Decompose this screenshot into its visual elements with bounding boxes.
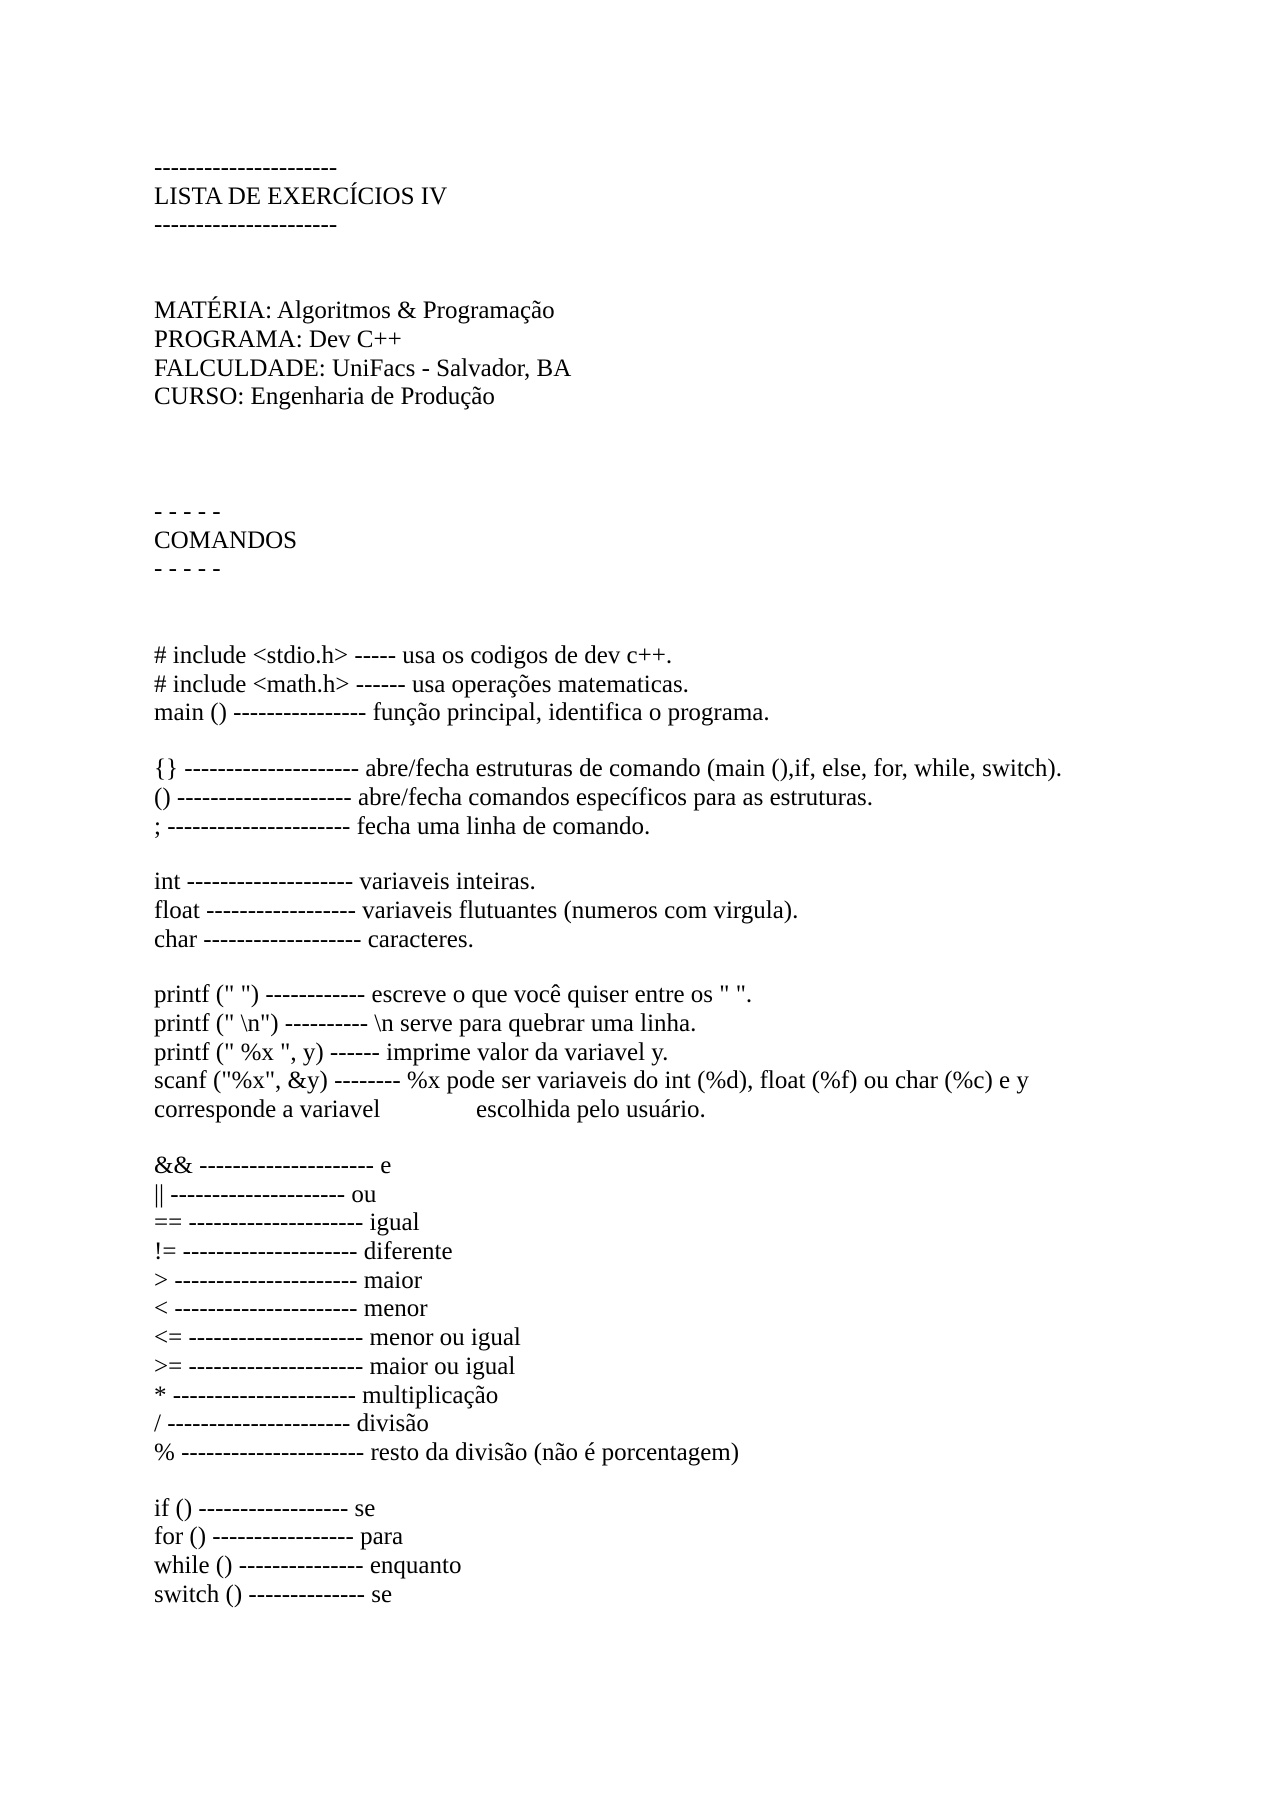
group-operators — [154, 1152, 1154, 1468]
operator-line: <= --------------------- menor ou igual — [154, 1324, 521, 1352]
continuation-right: escolhida pelo usuário. — [476, 1096, 706, 1124]
commands-rule-bottom: - - - - - — [154, 555, 221, 583]
control-line: if () ------------------ se — [154, 1494, 376, 1522]
command-line-continuation — [154, 1096, 1154, 1125]
title-block — [154, 154, 1154, 240]
control-line: for () ----------------- para — [154, 1523, 404, 1551]
group-includes — [154, 642, 1154, 728]
group-control — [154, 1495, 1154, 1610]
command-line: main () ---------------- função principal, identifica o programa. — [154, 699, 770, 727]
document-title: LISTA DE EXERCÍCIOS IV — [154, 182, 448, 210]
info-programa: PROGRAMA: Dev C++ — [154, 325, 402, 353]
control-line: while () --------------- enquanto — [154, 1552, 462, 1580]
commands-title: COMANDOS — [154, 526, 298, 554]
group-types — [154, 868, 1154, 954]
operator-line: > ---------------------- maior — [154, 1266, 423, 1294]
operator-line: < ---------------------- menor — [154, 1295, 428, 1323]
spacer — [154, 954, 1154, 981]
command-line: ; ---------------------- fecha uma linha de comando. — [154, 812, 651, 840]
spacer — [154, 728, 1154, 755]
command-line: char ------------------- caracteres. — [154, 925, 474, 953]
course-info — [154, 297, 1154, 412]
spacer — [154, 1468, 1154, 1495]
command-line: int -------------------- variaveis inteiras. — [154, 868, 536, 896]
command-line: () --------------------- abre/fecha comandos específicos para as estruturas. — [154, 783, 874, 811]
command-line: # include <math.h> ------ usa operações matematicas. — [154, 670, 689, 698]
operator-line: >= --------------------- maior ou igual — [154, 1352, 516, 1380]
command-line: float ------------------ variaveis flutuantes (numeros com virgula). — [154, 896, 799, 924]
commands-header — [154, 498, 1154, 584]
command-line: printf (" ") ------------ escreve o que você quiser entre os " ". — [154, 981, 753, 1009]
control-line: switch () -------------- se — [154, 1580, 393, 1608]
operator-line: % ---------------------- resto da divisão (não é porcentagem) — [154, 1438, 740, 1466]
operator-line: / ---------------------- divisão — [154, 1410, 429, 1438]
commands-rule-top: - - - - - — [154, 497, 221, 525]
group-delimiters — [154, 755, 1154, 841]
spacer — [154, 1125, 1154, 1152]
info-faculdade: FALCULDADE: UniFacs - Salvador, BA — [154, 354, 572, 382]
title-rule-bottom: ---------------------- — [154, 211, 338, 239]
operator-line: || --------------------- ou — [154, 1180, 377, 1208]
info-curso: CURSO: Engenharia de Produção — [154, 383, 495, 411]
operator-line: != --------------------- diferente — [154, 1237, 453, 1265]
operator-line: == --------------------- igual — [154, 1209, 420, 1237]
command-line: {} --------------------- abre/fecha estruturas de comando (main (),if, else, for, while, switch). — [154, 755, 1062, 783]
title-rule-top: ---------------------- — [154, 154, 338, 181]
command-line: # include <stdio.h> ----- usa os codigos de dev c++. — [154, 642, 673, 670]
operator-line: && --------------------- e — [154, 1151, 392, 1179]
spacer — [154, 584, 1154, 642]
continuation-left: corresponde a variavel — [154, 1096, 381, 1124]
info-materia: MATÉRIA: Algoritmos & Programação — [154, 297, 555, 325]
group-io — [154, 981, 1154, 1125]
command-line: scanf ("%x", &y) -------- %x pode ser variaveis do int (%d), float (%f) ou char (%c) e y — [154, 1067, 1029, 1095]
spacer — [154, 240, 1154, 297]
spacer — [154, 412, 1154, 498]
command-line: printf (" %x ", y) ------ imprime valor da variavel y. — [154, 1038, 669, 1066]
spacer — [154, 841, 1154, 868]
document-content — [154, 154, 1154, 1609]
operator-line: * ---------------------- multiplicação — [154, 1381, 499, 1409]
command-line: printf (" \n") ---------- \n serve para quebrar uma linha. — [154, 1010, 697, 1038]
